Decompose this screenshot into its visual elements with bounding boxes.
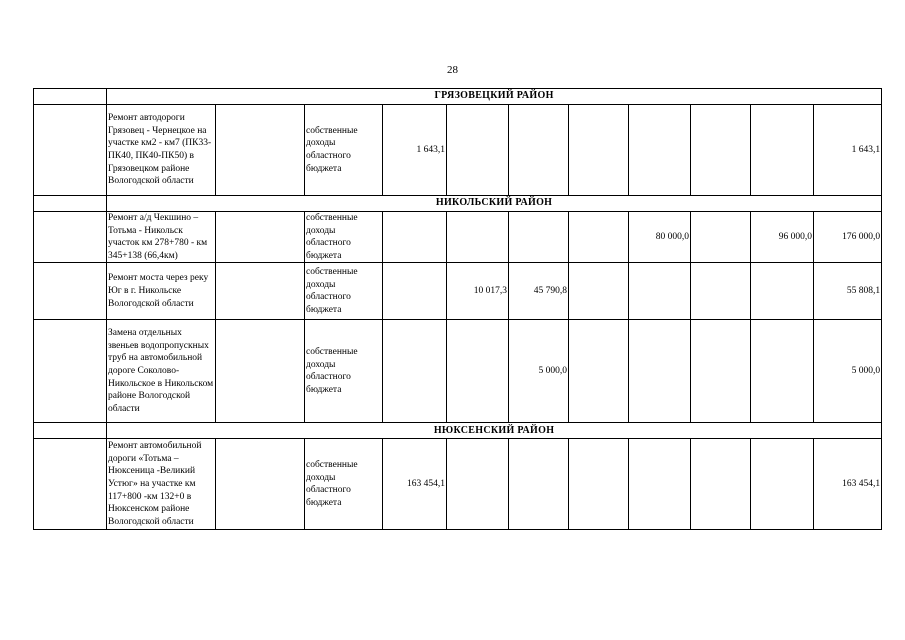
- table-row: [34, 263, 882, 320]
- value-cell: [447, 212, 509, 263]
- value-cell: 1 643,1: [383, 105, 447, 196]
- budget-table: [33, 88, 882, 530]
- district-header-row: [34, 423, 882, 439]
- funding-source: собственные доходы областного бюджета: [305, 439, 383, 530]
- value-cell: [751, 320, 814, 423]
- funding-source: собственные доходы областного бюджета: [305, 263, 383, 320]
- table-row: [34, 212, 882, 263]
- district-header-row: [34, 89, 882, 105]
- blank-cell: [34, 263, 107, 320]
- value-cell: [629, 105, 691, 196]
- value-cell: [629, 263, 691, 320]
- blank-cell: [34, 89, 107, 105]
- value-cell: [751, 439, 814, 530]
- district-heading: ГРЯЗОВЕЦКИЙ РАЙОН: [107, 89, 882, 105]
- object-name: Замена отдельных звеньев водопропускных труб на автомобильной дороге Соколово-Никольское в Никольском районе Вологодской области: [107, 320, 216, 423]
- value-cell: [691, 212, 751, 263]
- blank-cell: [34, 212, 107, 263]
- blank-cell: [216, 439, 305, 530]
- total-cell: 5 000,0: [814, 320, 882, 423]
- blank-cell: [216, 105, 305, 196]
- blank-cell: [34, 105, 107, 196]
- value-cell: 5 000,0: [509, 320, 569, 423]
- value-cell: [629, 439, 691, 530]
- object-name: Ремонт автодороги Грязовец - Чернецкое на участке км2 - км7 (ПК33-ПК40, ПК40-ПК50) в Грязовецком районе Вологодской области: [107, 105, 216, 196]
- value-cell: 163 454,1: [383, 439, 447, 530]
- blank-cell: [34, 439, 107, 530]
- table-row: [34, 439, 882, 530]
- value-cell: 45 790,8: [509, 263, 569, 320]
- total-cell: 55 808,1: [814, 263, 882, 320]
- value-cell: [383, 263, 447, 320]
- value-cell: [509, 105, 569, 196]
- value-cell: [569, 212, 629, 263]
- blank-cell: [216, 263, 305, 320]
- district-heading: НИКОЛЬСКИЙ РАЙОН: [107, 196, 882, 212]
- value-cell: 80 000,0: [629, 212, 691, 263]
- total-cell: 1 643,1: [814, 105, 882, 196]
- blank-cell: [216, 320, 305, 423]
- value-cell: [447, 439, 509, 530]
- value-cell: [691, 439, 751, 530]
- blank-cell: [34, 423, 107, 439]
- value-cell: [383, 212, 447, 263]
- object-name: Ремонт моста через реку Юг в г. Никольске Вологодской области: [107, 263, 216, 320]
- table-row: [34, 320, 882, 423]
- value-cell: [569, 105, 629, 196]
- value-cell: [509, 212, 569, 263]
- blank-cell: [34, 320, 107, 423]
- page-number: 28: [447, 64, 458, 76]
- value-cell: 10 017,3: [447, 263, 509, 320]
- value-cell: [509, 439, 569, 530]
- value-cell: [691, 320, 751, 423]
- value-cell: [691, 105, 751, 196]
- blank-cell: [216, 212, 305, 263]
- total-cell: 163 454,1: [814, 439, 882, 530]
- value-cell: [569, 263, 629, 320]
- total-cell: 176 000,0: [814, 212, 882, 263]
- value-cell: [569, 439, 629, 530]
- table-row: [34, 105, 882, 196]
- value-cell: [751, 105, 814, 196]
- value-cell: [383, 320, 447, 423]
- value-cell: 96 000,0: [751, 212, 814, 263]
- value-cell: [569, 320, 629, 423]
- funding-source: собственные доходы областного бюджета: [305, 105, 383, 196]
- value-cell: [447, 105, 509, 196]
- blank-cell: [34, 196, 107, 212]
- object-name: Ремонт автомобильной дороги «Тотьма – Нюксеница -Великий Устюг» на участке км 117+800 -км 132+0 в Нюксенском районе Вологодской области: [107, 439, 216, 530]
- district-heading: НЮКСЕНСКИЙ РАЙОН: [107, 423, 882, 439]
- value-cell: [751, 263, 814, 320]
- object-name: Ремонт а/д Чекшино – Тотьма - Никольск участок км 278+780 - км 345+138 (66,4км): [107, 212, 216, 263]
- funding-source: собственные доходы областного бюджета: [305, 212, 383, 263]
- value-cell: [447, 320, 509, 423]
- funding-source: собственные доходы областного бюджета: [305, 320, 383, 423]
- value-cell: [629, 320, 691, 423]
- value-cell: [691, 263, 751, 320]
- district-header-row: [34, 196, 882, 212]
